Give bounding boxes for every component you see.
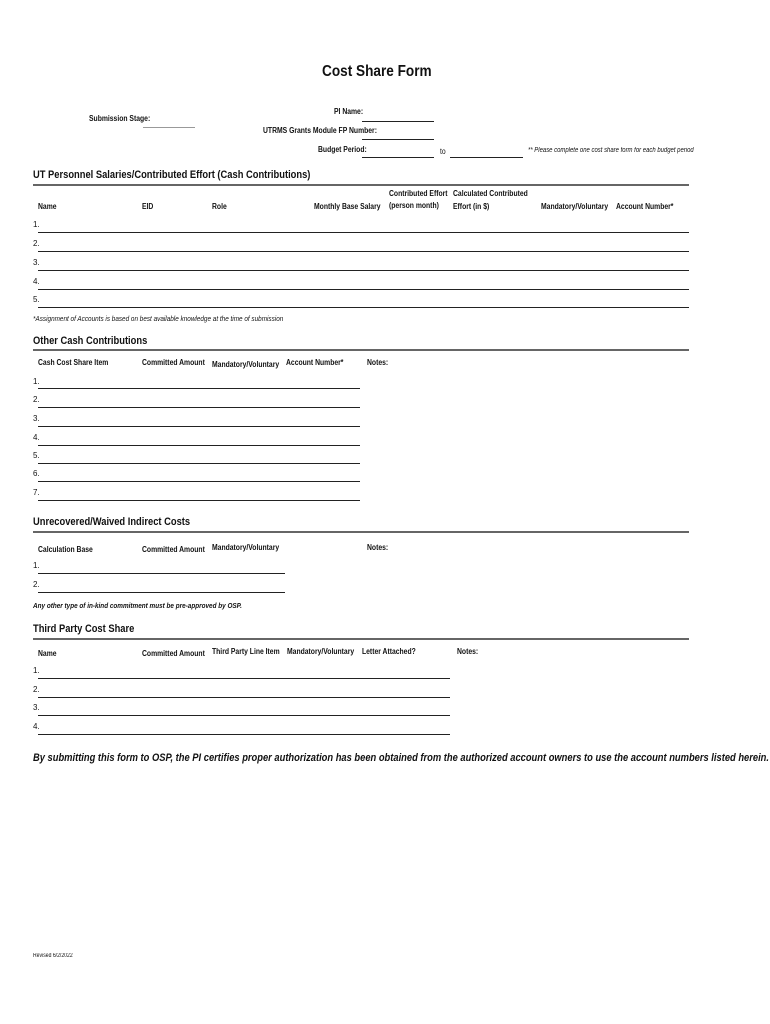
pi-name-label: PI Name:	[334, 107, 364, 116]
col-role: Role	[212, 202, 227, 211]
form-title: Cost Share Form	[322, 63, 432, 80]
personnel-row-number: 1.	[33, 220, 40, 229]
third-party-row-number: 1.	[33, 666, 40, 675]
col-salary: Monthly Base Salary	[314, 202, 381, 211]
submission-stage-field[interactable]	[143, 127, 195, 128]
col-calc-base: Calculation Base	[38, 545, 93, 554]
col-account: Account Number*	[616, 202, 674, 211]
col-mandatory: Mandatory/Voluntary	[287, 647, 355, 656]
cash-row-line[interactable]	[38, 481, 360, 482]
col-effort-line2: (person month)	[389, 201, 439, 210]
cash-row-number: 4.	[33, 433, 40, 442]
budget-period-end-field[interactable]	[450, 157, 523, 158]
personnel-row-line[interactable]	[38, 289, 689, 290]
other-cash-section-title: Other Cash Contributions	[33, 335, 148, 347]
third-party-row-line[interactable]	[38, 697, 450, 698]
personnel-section-rule	[33, 184, 689, 186]
col-notes: Notes:	[367, 358, 389, 367]
utrms-label: UTRMS Grants Module FP Number:	[263, 126, 377, 135]
cash-row-line[interactable]	[38, 426, 360, 427]
personnel-footnote: *Assignment of Accounts is based on best available knowledge at the time of submission	[33, 314, 284, 323]
col-calc-line1: Calculated Contributed	[453, 189, 528, 198]
cash-row-line[interactable]	[38, 407, 360, 408]
indirect-row-number: 2.	[33, 580, 40, 589]
col-name: Name	[38, 649, 57, 658]
budget-period-label: Budget Period:	[318, 145, 367, 154]
third-party-row-number: 4.	[33, 722, 40, 731]
col-notes: Notes:	[457, 647, 479, 656]
third-party-row-line[interactable]	[38, 678, 450, 679]
cash-row-number: 6.	[33, 469, 40, 478]
certification-statement: By submitting this form to OSP, the PI certifies proper authorization has been obtained from the authorized account owners to use the account numbers listed herein.	[33, 752, 769, 764]
indirect-section-title: Unrecovered/Waived Indirect Costs	[33, 516, 191, 528]
cash-row-line[interactable]	[38, 463, 360, 464]
third-party-row-line[interactable]	[38, 715, 450, 716]
col-committed: Committed Amount	[142, 358, 205, 367]
personnel-row-number: 5.	[33, 295, 40, 304]
indirect-row-number: 1.	[33, 561, 40, 570]
cash-row-number: 7.	[33, 488, 40, 497]
indirect-row-line[interactable]	[38, 573, 285, 574]
third-party-section-rule	[33, 638, 689, 640]
personnel-row-number: 2.	[33, 239, 40, 248]
personnel-section-title: UT Personnel Salaries/Contributed Effort (Cash Contributions)	[33, 169, 311, 181]
cash-row-number: 1.	[33, 377, 40, 386]
cash-row-number: 2.	[33, 395, 40, 404]
budget-period-start-field[interactable]	[362, 157, 434, 158]
col-account: Account Number*	[286, 358, 344, 367]
submission-stage-label: Submission Stage:	[89, 114, 151, 123]
budget-period-note: ** Please complete one cost share form for each budget period	[528, 147, 694, 154]
col-notes: Notes:	[367, 543, 389, 552]
cash-row-line[interactable]	[38, 500, 360, 501]
cash-row-number: 5.	[33, 451, 40, 460]
col-cash-item: Cash Cost Share Item	[38, 358, 109, 367]
col-mandatory: Mandatory/Voluntary	[212, 543, 280, 552]
cash-row-number: 3.	[33, 414, 40, 423]
indirect-section-rule	[33, 531, 689, 533]
col-letter: Letter Attached?	[362, 647, 416, 656]
col-effort-line1: Contributed Effort	[389, 189, 448, 198]
third-party-row-line[interactable]	[38, 734, 450, 735]
personnel-row-line[interactable]	[38, 251, 689, 252]
col-committed: Committed Amount	[142, 649, 205, 658]
col-eid: EID	[142, 202, 154, 211]
personnel-row-line[interactable]	[38, 232, 689, 233]
cash-row-line[interactable]	[38, 388, 360, 389]
personnel-row-number: 4.	[33, 277, 40, 286]
pi-name-field[interactable]	[362, 121, 434, 122]
revised-date: Revised 6/2/2022	[33, 953, 73, 959]
other-cash-section-rule	[33, 349, 689, 351]
col-name: Name	[38, 202, 57, 211]
third-party-section-title: Third Party Cost Share	[33, 623, 135, 635]
personnel-row-line[interactable]	[38, 307, 689, 308]
inkind-footnote: Any other type of in-kind commitment must be pre-approved by OSP.	[33, 601, 242, 610]
third-party-row-number: 3.	[33, 703, 40, 712]
personnel-row-number: 3.	[33, 258, 40, 267]
indirect-row-line[interactable]	[38, 592, 285, 593]
col-mandatory: Mandatory/Voluntary	[212, 360, 280, 369]
utrms-field[interactable]	[362, 139, 434, 140]
col-committed: Committed Amount	[142, 545, 205, 554]
to-label: to	[440, 147, 446, 156]
personnel-row-line[interactable]	[38, 270, 689, 271]
cash-row-line[interactable]	[38, 445, 360, 446]
third-party-row-number: 2.	[33, 685, 40, 694]
col-calc-line2: Effort (in $)	[453, 202, 490, 211]
col-mandatory: Mandatory/Voluntary	[541, 202, 609, 211]
col-line-item: Third Party Line Item	[212, 647, 280, 656]
